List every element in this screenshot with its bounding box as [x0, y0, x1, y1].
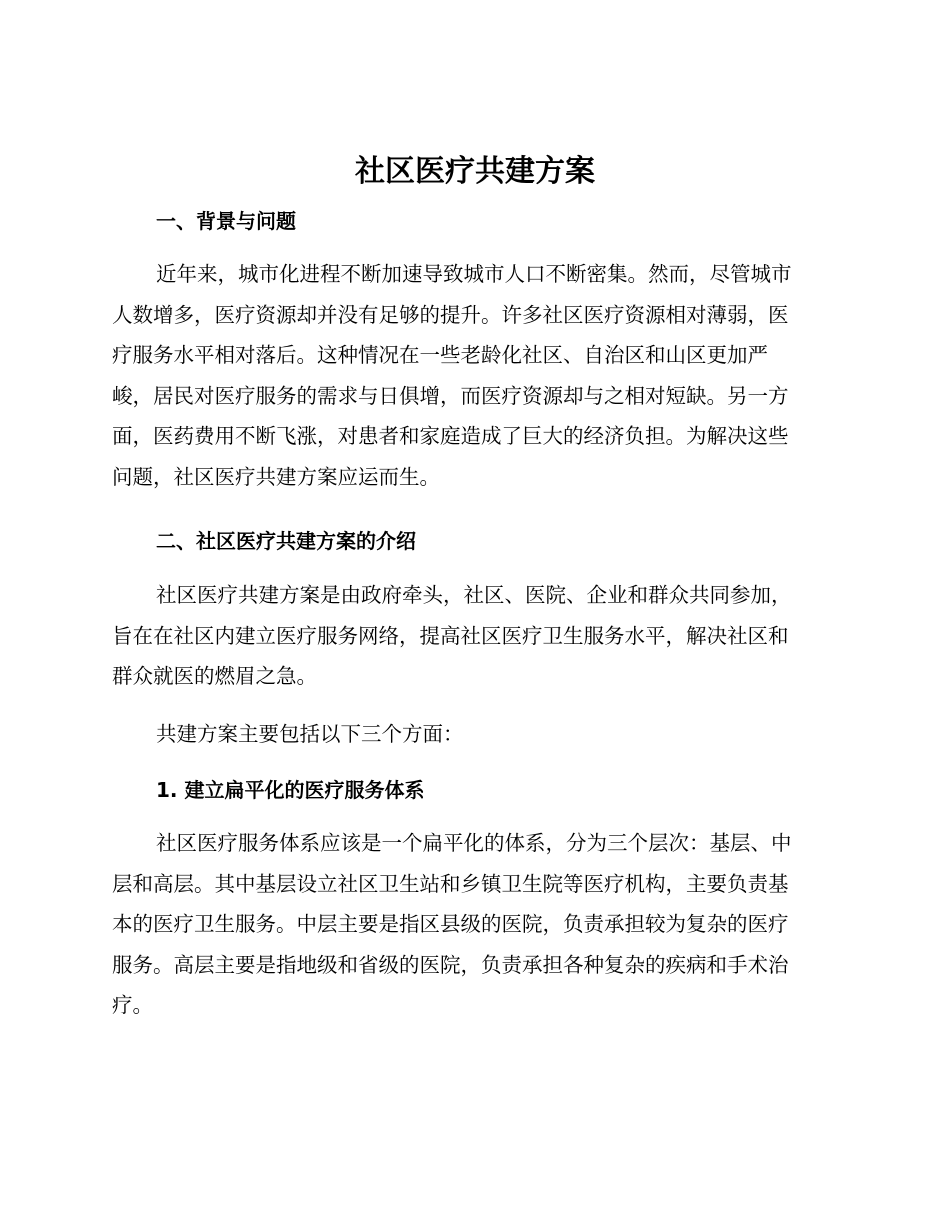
paragraph-line: 疗服务水平相对落后。这种情况在一些老龄化社区、自治区和山区更加严 [112, 343, 768, 367]
paragraph-line: 共建方案主要包括以下三个方面： [156, 722, 464, 746]
paragraph-line: 本的医疗卫生服务。中层主要是指区县级的医院，负责承担较为复杂的医疗 [112, 912, 789, 936]
paragraph-line: 层和高层。其中基层设立社区卫生站和乡镇卫生院等医疗机构，主要负责基 [112, 871, 789, 896]
paragraph-line: 近年来，城市化进程不断加速导致城市人口不断密集。然而，尽管城市 [156, 262, 792, 286]
paragraph-line: 疗。 [112, 993, 153, 1017]
paragraph-background [112, 254, 830, 497]
section-heading-background: 一、背景与问题 [156, 209, 296, 233]
paragraph-line: 社区医疗服务体系应该是一个扁平化的体系，分为三个层次：基层、中 [156, 831, 792, 855]
paragraph-line: 旨在在社区内建立医疗服务网络，提高社区医疗卫生服务水平，解决社区和 [112, 623, 789, 648]
paragraph-line: 群众就医的燃眉之急。 [112, 664, 317, 688]
subsection-heading-flat-system: 1. 建立扁平化的医疗服务体系 [156, 778, 425, 802]
paragraph-line: 问题，社区医疗共建方案应运而生。 [112, 464, 440, 489]
paragraph-line: 峻，居民对医疗服务的需求与日俱增，而医疗资源却与之相对短缺。另一方 [112, 383, 789, 408]
paragraph-flat-system [112, 823, 830, 1026]
paragraph-line: 人数增多，医疗资源却并没有足够的提升。许多社区医疗资源相对薄弱，医 [112, 302, 789, 327]
section-heading-introduction: 二、社区医疗共建方案的介绍 [156, 529, 416, 553]
paragraph-line: 社区医疗共建方案是由政府牵头，社区、医院、企业和群众共同参加， [156, 583, 792, 607]
document-title: 社区医疗共建方案 [355, 154, 595, 189]
paragraph-line: 面，医药费用不断飞涨，对患者和家庭造成了巨大的经济负担。为解决这些 [112, 424, 789, 448]
paragraph-intro-list [112, 714, 830, 755]
paragraph-introduction [112, 575, 830, 697]
paragraph-line: 服务。高层主要是指地级和省级的医院，负责承担各种复杂的疾病和手术治 [112, 952, 789, 977]
